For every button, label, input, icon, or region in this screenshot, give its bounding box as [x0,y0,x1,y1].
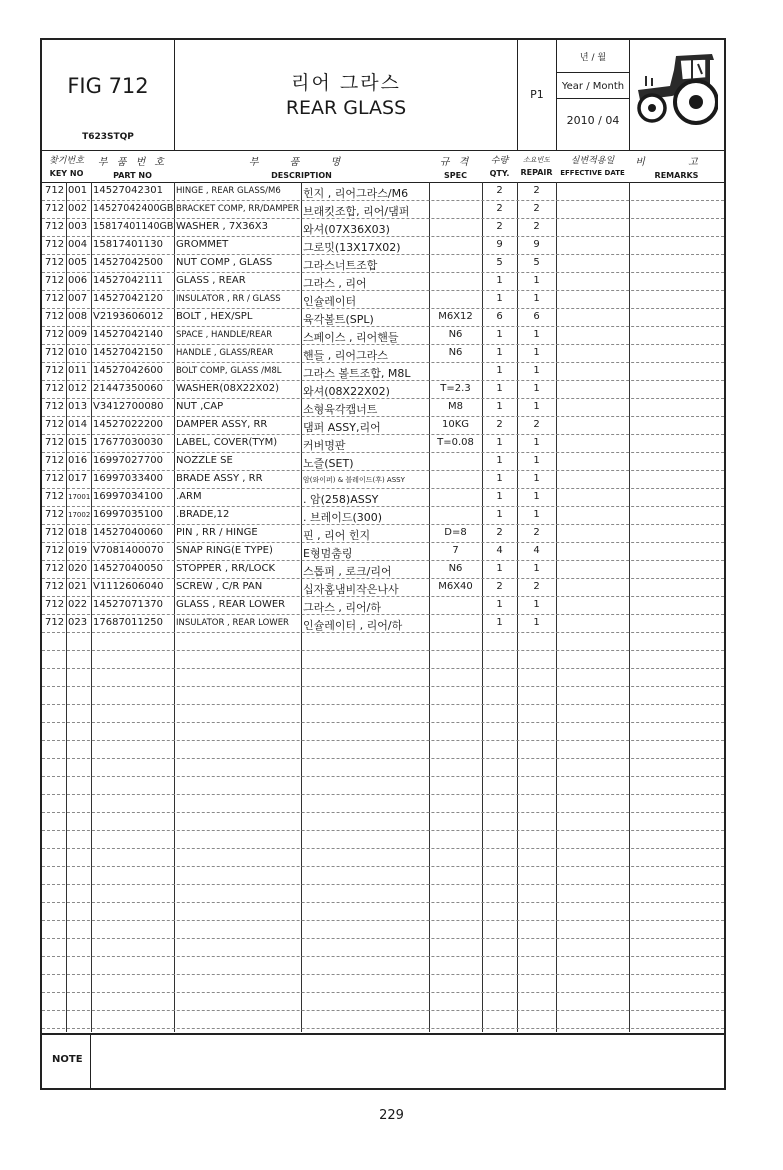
row-description-en: .BRADE,12 [176,509,230,520]
row-key: 022 [68,599,88,610]
row-description-en: DAMPER ASSY, RR [176,419,268,430]
row-part-no: 16997033400 [93,473,163,484]
row-key: 015 [68,437,88,448]
row-fig: 712 [45,581,65,592]
year-month-label-en: Year / Month [561,81,625,92]
table-row [42,200,724,219]
row-qty: 1 [496,563,503,574]
row-key: 010 [68,347,88,358]
row-part-no: 14527042600 [93,365,163,376]
row-key: 007 [68,293,88,304]
row-fig: 712 [45,257,65,268]
row-repair: 1 [533,365,540,376]
table-row [42,614,724,633]
row-qty: 1 [496,329,503,340]
row-key: 003 [68,221,88,232]
row-description-en: .ARM [176,491,202,502]
row-description-en: WASHER , 7X36X3 [176,221,269,232]
row-description-ko: 핸들 , 리어그라스 [303,349,388,362]
row-key: 021 [68,581,88,592]
row-fig: 712 [45,293,65,304]
row-part-no: 14527042301 [93,185,163,196]
row-part-no: 14527042500 [93,257,163,268]
row-description-ko: 스페이스 , 리어핸들 [303,331,399,344]
table-row [42,434,724,453]
row-description-ko: 브래킷조합, 리어/댐퍼 [303,205,410,218]
row-fig: 712 [45,473,65,484]
empty-table-row [42,776,724,795]
row-spec: M6X40 [438,581,473,592]
row-repair: 1 [533,491,540,502]
empty-table-row [42,668,724,687]
row-qty: 1 [496,509,503,520]
row-part-no: 16997034100 [93,491,163,502]
row-fig: 712 [45,311,65,322]
row-qty: 5 [496,257,503,268]
row-qty: 4 [496,545,503,556]
table-row [42,272,724,291]
row-spec: 7 [452,545,459,556]
row-repair: 1 [533,383,540,394]
row-repair: 1 [533,347,540,358]
table-row [42,470,724,489]
row-description-ko: 노즐(SET) [303,457,354,470]
row-part-no: 14527042120 [93,293,163,304]
row-fig: 712 [45,563,65,574]
row-description-en: GROMMET [176,239,229,250]
row-fig: 712 [45,383,65,394]
table-row [42,236,724,255]
table-row [42,326,724,345]
row-fig: 712 [45,527,65,538]
row-part-no: V3412700080 [93,401,164,412]
table-row [42,578,724,597]
row-key: 011 [68,365,88,376]
table-row [42,254,724,273]
row-spec: M6X12 [438,311,473,322]
row-qty: 2 [496,203,503,214]
row-repair: 5 [533,257,540,268]
empty-table-row [42,866,724,885]
parts-sheet [40,38,726,1090]
row-description-en: STOPPER , RR/LOCK [176,563,276,574]
row-qty: 2 [496,419,503,430]
row-description-ko: 그로밋(13X17X02) [303,241,401,254]
row-description-ko: 그라스 볼트조합, M8L [303,367,411,380]
table-row [42,596,724,615]
row-repair: 1 [533,401,540,412]
tractor-icon [632,50,718,130]
row-key: 17002 [68,511,90,519]
row-key: 006 [68,275,88,286]
row-fig: 712 [45,347,65,358]
row-repair: 4 [533,545,540,556]
year-month-box [557,40,629,150]
empty-table-row [42,758,724,777]
row-fig: 712 [45,545,65,556]
row-qty: 1 [496,275,503,286]
row-key: 017 [68,473,88,484]
row-fig: 712 [45,221,65,232]
row-key: 005 [68,257,88,268]
row-repair: 9 [533,239,540,250]
row-fig: 712 [45,365,65,376]
empty-table-row [42,740,724,759]
table-row [42,218,724,237]
row-key: 001 [68,185,88,196]
row-fig: 712 [45,203,65,214]
row-part-no: 14527042400GB [93,203,173,214]
row-description-en: LABEL, COVER(TYM) [176,437,278,448]
col-key: 찾기번호 KEY NO [49,156,84,178]
row-key: 012 [68,383,88,394]
row-repair: 2 [533,527,540,538]
figure-number: FIG 712 [67,74,149,98]
row-description-ko: 육각볼트(SPL) [303,313,374,326]
row-qty: 2 [496,185,503,196]
empty-table-row [42,686,724,705]
row-part-no: 16997035100 [93,509,163,520]
col-description: 부 품 명 DESCRIPTION [248,157,355,180]
row-qty: 1 [496,365,503,376]
row-fig: 712 [45,617,65,628]
col-remarks: 비 고 REMARKS [635,157,718,180]
table-row [42,290,724,309]
model-code: T623STQP [82,132,134,142]
figure-box [42,40,174,150]
row-part-no: 14527071370 [93,599,163,610]
row-part-no: V1112606040 [93,581,164,592]
empty-table-row [42,992,724,1011]
row-description-en: SPACE , HANDLE/REAR [176,330,273,340]
row-key: 014 [68,419,88,430]
row-spec: N6 [448,563,463,574]
row-repair: 1 [533,617,540,628]
note-box [42,1033,724,1090]
row-part-no: 17687011250 [93,617,163,628]
row-key: 020 [68,563,88,574]
row-part-no: 16997027700 [93,455,163,466]
row-qty: 1 [496,293,503,304]
table-row [42,362,724,381]
row-description-en: HINGE , REAR GLASS/M6 [176,186,281,196]
row-key: 002 [68,203,88,214]
row-qty: 1 [496,473,503,484]
row-description-en: BOLT COMP, GLASS /M8L [176,366,282,376]
row-part-no: 21447350060 [93,383,163,394]
row-qty: 9 [496,239,503,250]
row-description-ko: 인슐레이터 , 리어/하 [303,619,403,632]
row-description-ko: . 암(258)ASSY [303,493,379,506]
table-row [42,506,724,525]
row-description-en: BRADE ASSY , RR [176,473,263,484]
row-repair: 1 [533,455,540,466]
col-repair: 소요빈도 REPAIR [520,156,553,177]
empty-table-row [42,974,724,993]
row-key: 018 [68,527,88,538]
row-fig: 712 [45,599,65,610]
row-key: 019 [68,545,88,556]
row-description-ko: . 브레이드(300) [303,511,383,524]
row-repair: 2 [533,419,540,430]
empty-table-row [42,704,724,723]
page-code: P1 [530,88,544,101]
row-description-ko: 소형육각캡너트 [303,403,378,416]
col-part: 부 품 번 호 PART NO [97,157,168,180]
row-description-en: PIN , RR / HINGE [176,527,258,538]
year-month-label-ko: 년 / 월 [579,53,607,63]
empty-table-row [42,812,724,831]
row-fig: 712 [45,455,65,466]
row-description-en: GLASS , REAR [176,275,246,286]
row-spec: M8 [448,401,463,412]
row-description-en: NUT COMP , GLASS [176,257,273,268]
row-part-no: V2193606012 [93,311,164,322]
row-description-ko: 커버명판 [303,439,346,452]
row-spec: N6 [448,347,463,358]
row-qty: 1 [496,455,503,466]
column-header-row [42,150,724,183]
row-key: 016 [68,455,88,466]
row-fig: 712 [45,419,65,430]
row-key: 013 [68,401,88,412]
row-qty: 2 [496,527,503,538]
col-qty: 수량 QTY. [489,156,510,178]
table-row [42,308,724,327]
empty-table-row [42,956,724,975]
row-description-ko: 힌지 , 리어그라스/M6 [303,187,409,200]
row-qty: 2 [496,221,503,232]
row-repair: 1 [533,599,540,610]
row-description-ko: 십자홈냄비작은나사 [303,583,399,596]
row-description-ko: 와셔(07X36X03) [303,223,390,236]
row-description-en: WASHER(08X22X02) [176,383,279,394]
row-fig: 712 [45,329,65,340]
table-row [42,416,724,435]
empty-table-row [42,632,724,651]
row-part-no: 15817401140GB [93,221,173,232]
row-description-ko: E형멈춤링 [303,547,353,560]
row-part-no: V7081400070 [93,545,164,556]
row-repair: 1 [533,275,540,286]
row-spec: T=0.08 [437,437,474,448]
row-key: 004 [68,239,88,250]
row-qty: 1 [496,599,503,610]
row-key: 009 [68,329,88,340]
row-qty: 1 [496,437,503,448]
col-effective-date: 실변적용일 EFFECTIVE DATE [560,156,625,177]
row-qty: 6 [496,311,503,322]
row-repair: 1 [533,509,540,520]
empty-table-row [42,1010,724,1029]
row-repair: 6 [533,311,540,322]
row-fig: 712 [45,239,65,250]
row-description-ko: 그라스너트조합 [303,259,378,272]
row-repair: 2 [533,221,540,232]
row-description-ko: 스톱퍼 , 로크/리어 [303,565,392,578]
row-qty: 1 [496,491,503,502]
row-part-no: 17677030030 [93,437,163,448]
table-row [42,380,724,399]
row-description-en: SNAP RING(E TYPE) [176,545,273,556]
row-key: 17001 [68,493,90,501]
empty-table-row [42,884,724,903]
sheet-header [42,40,724,151]
empty-table-row [42,902,724,921]
table-row [42,398,724,417]
row-description-ko: 그라스 , 리어 [303,277,367,290]
row-key: 023 [68,617,88,628]
row-spec: 10KG [441,419,470,430]
row-description-ko: 암(와이퍼) & 블레이드(후) ASSY [303,476,405,484]
row-description-ko: 핀 , 리어 힌지 [303,529,371,542]
empty-table-row [42,830,724,849]
row-spec: D=8 [444,527,467,538]
row-qty: 1 [496,617,503,628]
row-description-en: INSULATOR , RR / GLASS [176,294,281,304]
row-description-en: SCREW , C/R PAN [176,581,263,592]
row-qty: 1 [496,347,503,358]
table-row [42,344,724,363]
row-description-ko: 인슐레이터 [303,295,357,308]
row-description-en: NOZZLE SE [176,455,233,466]
row-part-no: 14527042150 [93,347,163,358]
row-description-en: BRACKET COMP, RR/DAMPER [176,204,299,214]
empty-table-row [42,848,724,867]
title-korean: 리어 그라스 [291,72,401,94]
row-qty: 1 [496,401,503,412]
empty-table-row [42,722,724,741]
empty-table-row [42,794,724,813]
row-qty: 2 [496,581,503,592]
table-row [42,182,724,201]
row-description-en: GLASS , REAR LOWER [176,599,286,610]
empty-table-row [42,938,724,957]
table-row [42,542,724,561]
row-part-no: 14527040050 [93,563,163,574]
table-row [42,452,724,471]
row-part-no: 14527042111 [93,275,163,286]
row-fig: 712 [45,185,65,196]
row-repair: 1 [533,473,540,484]
table-row [42,524,724,543]
row-repair: 2 [533,185,540,196]
row-part-no: 14527042140 [93,329,163,340]
row-repair: 2 [533,581,540,592]
empty-table-row [42,650,724,669]
title-box [175,40,517,150]
row-fig: 712 [45,509,65,520]
title-english: REAR GLASS [285,97,407,119]
row-repair: 1 [533,329,540,340]
row-fig: 712 [45,401,65,412]
row-qty: 1 [496,383,503,394]
empty-table-row [42,920,724,939]
row-description-en: BOLT , HEX/SPL [176,311,253,322]
row-fig: 712 [45,275,65,286]
table-row [42,560,724,579]
row-description-ko: 와셔(08X22X02) [303,385,390,398]
note-label: NOTE [52,1054,83,1065]
row-repair: 1 [533,437,540,448]
page-number: 229 [379,1108,404,1123]
row-description-en: NUT ,CAP [176,401,224,412]
col-spec: 규 격 SPEC [439,157,472,180]
row-fig: 712 [45,491,65,502]
row-key: 008 [68,311,88,322]
row-part-no: 14527040060 [93,527,163,538]
row-repair: 1 [533,563,540,574]
row-spec: T=2.3 [440,383,471,394]
table-row [42,488,724,507]
year-month-value: 2010 / 04 [566,114,620,127]
row-fig: 712 [45,437,65,448]
row-part-no: 14527022200 [93,419,163,430]
row-repair: 1 [533,293,540,304]
row-spec: N6 [448,329,463,340]
row-part-no: 15817401130 [93,239,163,250]
row-description-en: HANDLE , GLASS/REAR [176,348,274,358]
row-description-en: INSULATOR , REAR LOWER [176,618,289,628]
row-description-ko: 댐퍼 ASSY,리어 [303,421,381,434]
row-repair: 2 [533,203,540,214]
row-description-ko: 그라스 , 리어/하 [303,601,381,614]
